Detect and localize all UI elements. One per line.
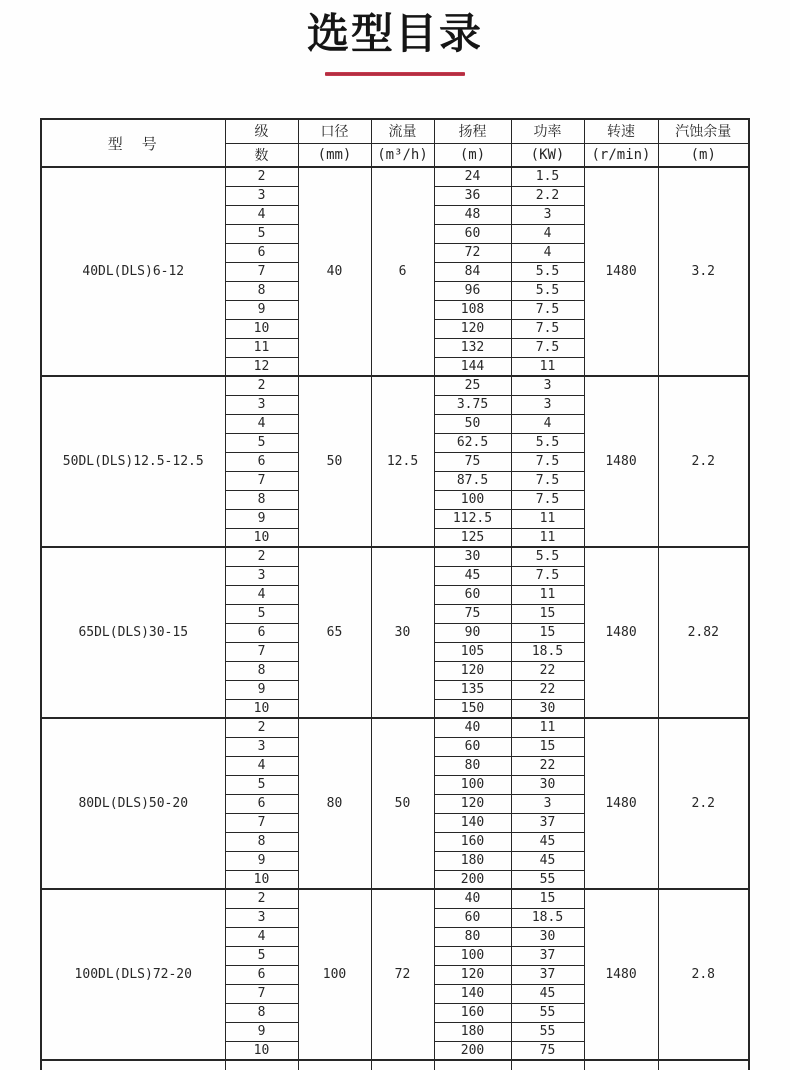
cell-head: 120 [434,319,511,338]
cell-stage: 7 [225,984,298,1003]
cell-power: 11 [511,509,584,528]
cell-speed: 1480 [584,547,658,718]
cell-head: 60 [434,224,511,243]
cell-power: 5.5 [511,433,584,452]
cell-head: 60 [434,737,511,756]
cell-stage: 8 [225,490,298,509]
cell-stage: 6 [225,243,298,262]
cell-stage: 3 [225,908,298,927]
cell-head: 48 [434,205,511,224]
cell-stage: 8 [225,1003,298,1022]
cell-head: 200 [434,1041,511,1060]
col-header-speed-unit: (r/min) [584,143,658,167]
table-row [41,889,749,908]
cell-power: 18.5 [511,642,584,661]
cell-head: 100 [434,490,511,509]
cell-model: 65DL(DLS)30-15 [41,547,225,718]
cell-power: 5.5 [511,262,584,281]
cell-power: 37 [511,946,584,965]
table-row-partial [41,1060,749,1070]
cell-flow: 12.5 [371,376,434,547]
cell-power: 30 [511,927,584,946]
cell-head: 36 [434,186,511,205]
cell-stage: 6 [225,794,298,813]
cell-power: 30 [511,775,584,794]
cell-stage: 7 [225,471,298,490]
cell-power: 45 [511,984,584,1003]
cell-flow: 50 [371,718,434,889]
cell-flow: 30 [371,547,434,718]
cell-power: 2.2 [511,186,584,205]
cell-power: 1.5 [511,167,584,186]
cell-empty [298,1060,371,1070]
table-row [41,718,749,737]
col-header-head-unit: (m) [434,143,511,167]
cell-power: 15 [511,623,584,642]
cell-power: 22 [511,661,584,680]
cell-power: 55 [511,1022,584,1041]
cell-empty [371,1060,434,1070]
table-header [41,119,749,167]
cell-power: 4 [511,224,584,243]
cell-stage: 6 [225,452,298,471]
cell-head: 60 [434,585,511,604]
cell-power: 4 [511,243,584,262]
cell-power: 7.5 [511,319,584,338]
cell-head: 140 [434,813,511,832]
cell-head: 80 [434,756,511,775]
cell-power: 3 [511,205,584,224]
cell-npsh: 2.8 [658,889,749,1060]
cell-stage: 2 [225,547,298,566]
col-header-head: 扬程 [434,119,511,143]
cell-model: 100DL(DLS)72-20 [41,889,225,1060]
cell-diameter: 40 [298,167,371,376]
cell-power: 7.5 [511,338,584,357]
cell-head: 132 [434,338,511,357]
cell-diameter: 65 [298,547,371,718]
cell-stage: 7 [225,642,298,661]
cell-speed: 1480 [584,376,658,547]
cell-head: 90 [434,623,511,642]
cell-stage: 4 [225,927,298,946]
cell-diameter: 80 [298,718,371,889]
cell-speed: 1480 [584,889,658,1060]
cell-head: 24 [434,167,511,186]
cell-stage: 9 [225,1022,298,1041]
col-header-diameter: 口径 [298,119,371,143]
cell-power: 22 [511,680,584,699]
cell-head: 108 [434,300,511,319]
cell-stage: 5 [225,946,298,965]
cell-head: 72 [434,243,511,262]
cell-stage: 5 [225,433,298,452]
page-title: 选型目录 [306,9,483,58]
cell-diameter: 100 [298,889,371,1060]
cell-power: 22 [511,756,584,775]
col-header-power: 功率 [511,119,584,143]
cell-head: 160 [434,1003,511,1022]
col-header-stage: 级 [225,119,298,143]
cell-head: 25 [434,376,511,395]
cell-power: 15 [511,737,584,756]
cell-stage: 4 [225,585,298,604]
cell-stage: 8 [225,661,298,680]
cell-stage: 10 [225,699,298,718]
cell-power: 11 [511,718,584,737]
title-underline-divider [325,72,465,76]
cell-power: 7.5 [511,566,584,585]
cell-stage: 3 [225,566,298,585]
cell-stage: 9 [225,680,298,699]
cell-diameter: 50 [298,376,371,547]
cell-stage: 3 [225,186,298,205]
cell-stage: 8 [225,832,298,851]
cell-stage: 7 [225,262,298,281]
cell-power: 3 [511,395,584,414]
col-header-flow-unit: (m³/h) [371,143,434,167]
cell-power: 7.5 [511,300,584,319]
cell-stage: 9 [225,851,298,870]
table-body [41,167,749,1070]
cell-stage: 4 [225,756,298,775]
cell-head: 150 [434,699,511,718]
cell-stage: 2 [225,718,298,737]
cell-power: 5.5 [511,281,584,300]
cell-head: 200 [434,870,511,889]
cell-head: 87.5 [434,471,511,490]
cell-head: 180 [434,851,511,870]
col-header-power-unit: (KW) [511,143,584,167]
cell-model: 80DL(DLS)50-20 [41,718,225,889]
cell-power: 11 [511,357,584,376]
col-header-model: 型 号 [41,119,225,167]
cell-stage: 2 [225,167,298,186]
cell-stage: 11 [225,338,298,357]
cell-empty [511,1060,584,1070]
cell-head: 75 [434,604,511,623]
cell-power: 18.5 [511,908,584,927]
cell-head: 160 [434,832,511,851]
cell-power: 30 [511,699,584,718]
cell-head: 45 [434,566,511,585]
cell-head: 100 [434,946,511,965]
pump-selection-table [40,118,750,1070]
cell-power: 11 [511,585,584,604]
cell-head: 135 [434,680,511,699]
cell-power: 37 [511,813,584,832]
cell-head: 80 [434,927,511,946]
cell-stage: 4 [225,205,298,224]
col-header-diameter-unit: (mm) [298,143,371,167]
cell-head: 84 [434,262,511,281]
cell-stage: 10 [225,528,298,547]
cell-power: 7.5 [511,452,584,471]
cell-power: 15 [511,604,584,623]
cell-power: 7.5 [511,490,584,509]
cell-head: 50 [434,414,511,433]
cell-stage: 12 [225,357,298,376]
cell-stage: 3 [225,395,298,414]
cell-power: 3 [511,376,584,395]
cell-power: 45 [511,832,584,851]
cell-stage: 5 [225,224,298,243]
cell-stage: 2 [225,376,298,395]
cell-npsh: 2.82 [658,547,749,718]
cell-speed: 1480 [584,167,658,376]
cell-stage: 9 [225,300,298,319]
cell-head: 60 [434,908,511,927]
col-header-flow: 流量 [371,119,434,143]
cell-stage: 4 [225,414,298,433]
cell-head: 30 [434,547,511,566]
cell-power: 15 [511,889,584,908]
cell-empty [658,1060,749,1070]
cell-head: 100 [434,775,511,794]
cell-head: 120 [434,965,511,984]
cell-model: 50DL(DLS)12.5-12.5 [41,376,225,547]
col-header-npsh: 汽蚀余量 [658,119,749,143]
cell-head: 140 [434,984,511,1003]
cell-stage: 2 [225,889,298,908]
cell-npsh: 3.2 [658,167,749,376]
cell-stage: 6 [225,623,298,642]
cell-power: 55 [511,1003,584,1022]
cell-head: 120 [434,661,511,680]
cell-empty [434,1060,511,1070]
cell-empty [584,1060,658,1070]
cell-power: 4 [511,414,584,433]
cell-head: 120 [434,794,511,813]
cell-npsh: 2.2 [658,718,749,889]
cell-flow: 72 [371,889,434,1060]
cell-stage: 3 [225,737,298,756]
cell-speed: 1480 [584,718,658,889]
cell-stage: 5 [225,775,298,794]
table-row [41,167,749,186]
cell-npsh: 2.2 [658,376,749,547]
cell-power: 75 [511,1041,584,1060]
cell-head: 96 [434,281,511,300]
cell-power: 3 [511,794,584,813]
cell-stage: 10 [225,870,298,889]
table-row [41,547,749,566]
col-header-stage-unit: 数 [225,143,298,167]
cell-head: 62.5 [434,433,511,452]
cell-stage: 9 [225,509,298,528]
cell-head: 3.75 [434,395,511,414]
cell-head: 180 [434,1022,511,1041]
cell-head: 105 [434,642,511,661]
cell-power: 37 [511,965,584,984]
col-header-speed: 转速 [584,119,658,143]
cell-head: 125 [434,528,511,547]
cell-power: 45 [511,851,584,870]
cell-model: 40DL(DLS)6-12 [41,167,225,376]
cell-empty [41,1060,225,1070]
cell-stage: 10 [225,319,298,338]
cell-power: 7.5 [511,471,584,490]
cell-flow: 6 [371,167,434,376]
col-header-npsh-unit: (m) [658,143,749,167]
cell-stage: 10 [225,1041,298,1060]
cell-power: 5.5 [511,547,584,566]
cell-power: 11 [511,528,584,547]
cell-head: 40 [434,889,511,908]
cell-head: 112.5 [434,509,511,528]
cell-head: 75 [434,452,511,471]
cell-stage: 6 [225,965,298,984]
cell-head: 144 [434,357,511,376]
cell-stage: 5 [225,604,298,623]
cell-stage: 8 [225,281,298,300]
cell-power: 55 [511,870,584,889]
cell-head: 40 [434,718,511,737]
cell-empty [225,1060,298,1070]
table-row [41,376,749,395]
cell-stage: 7 [225,813,298,832]
